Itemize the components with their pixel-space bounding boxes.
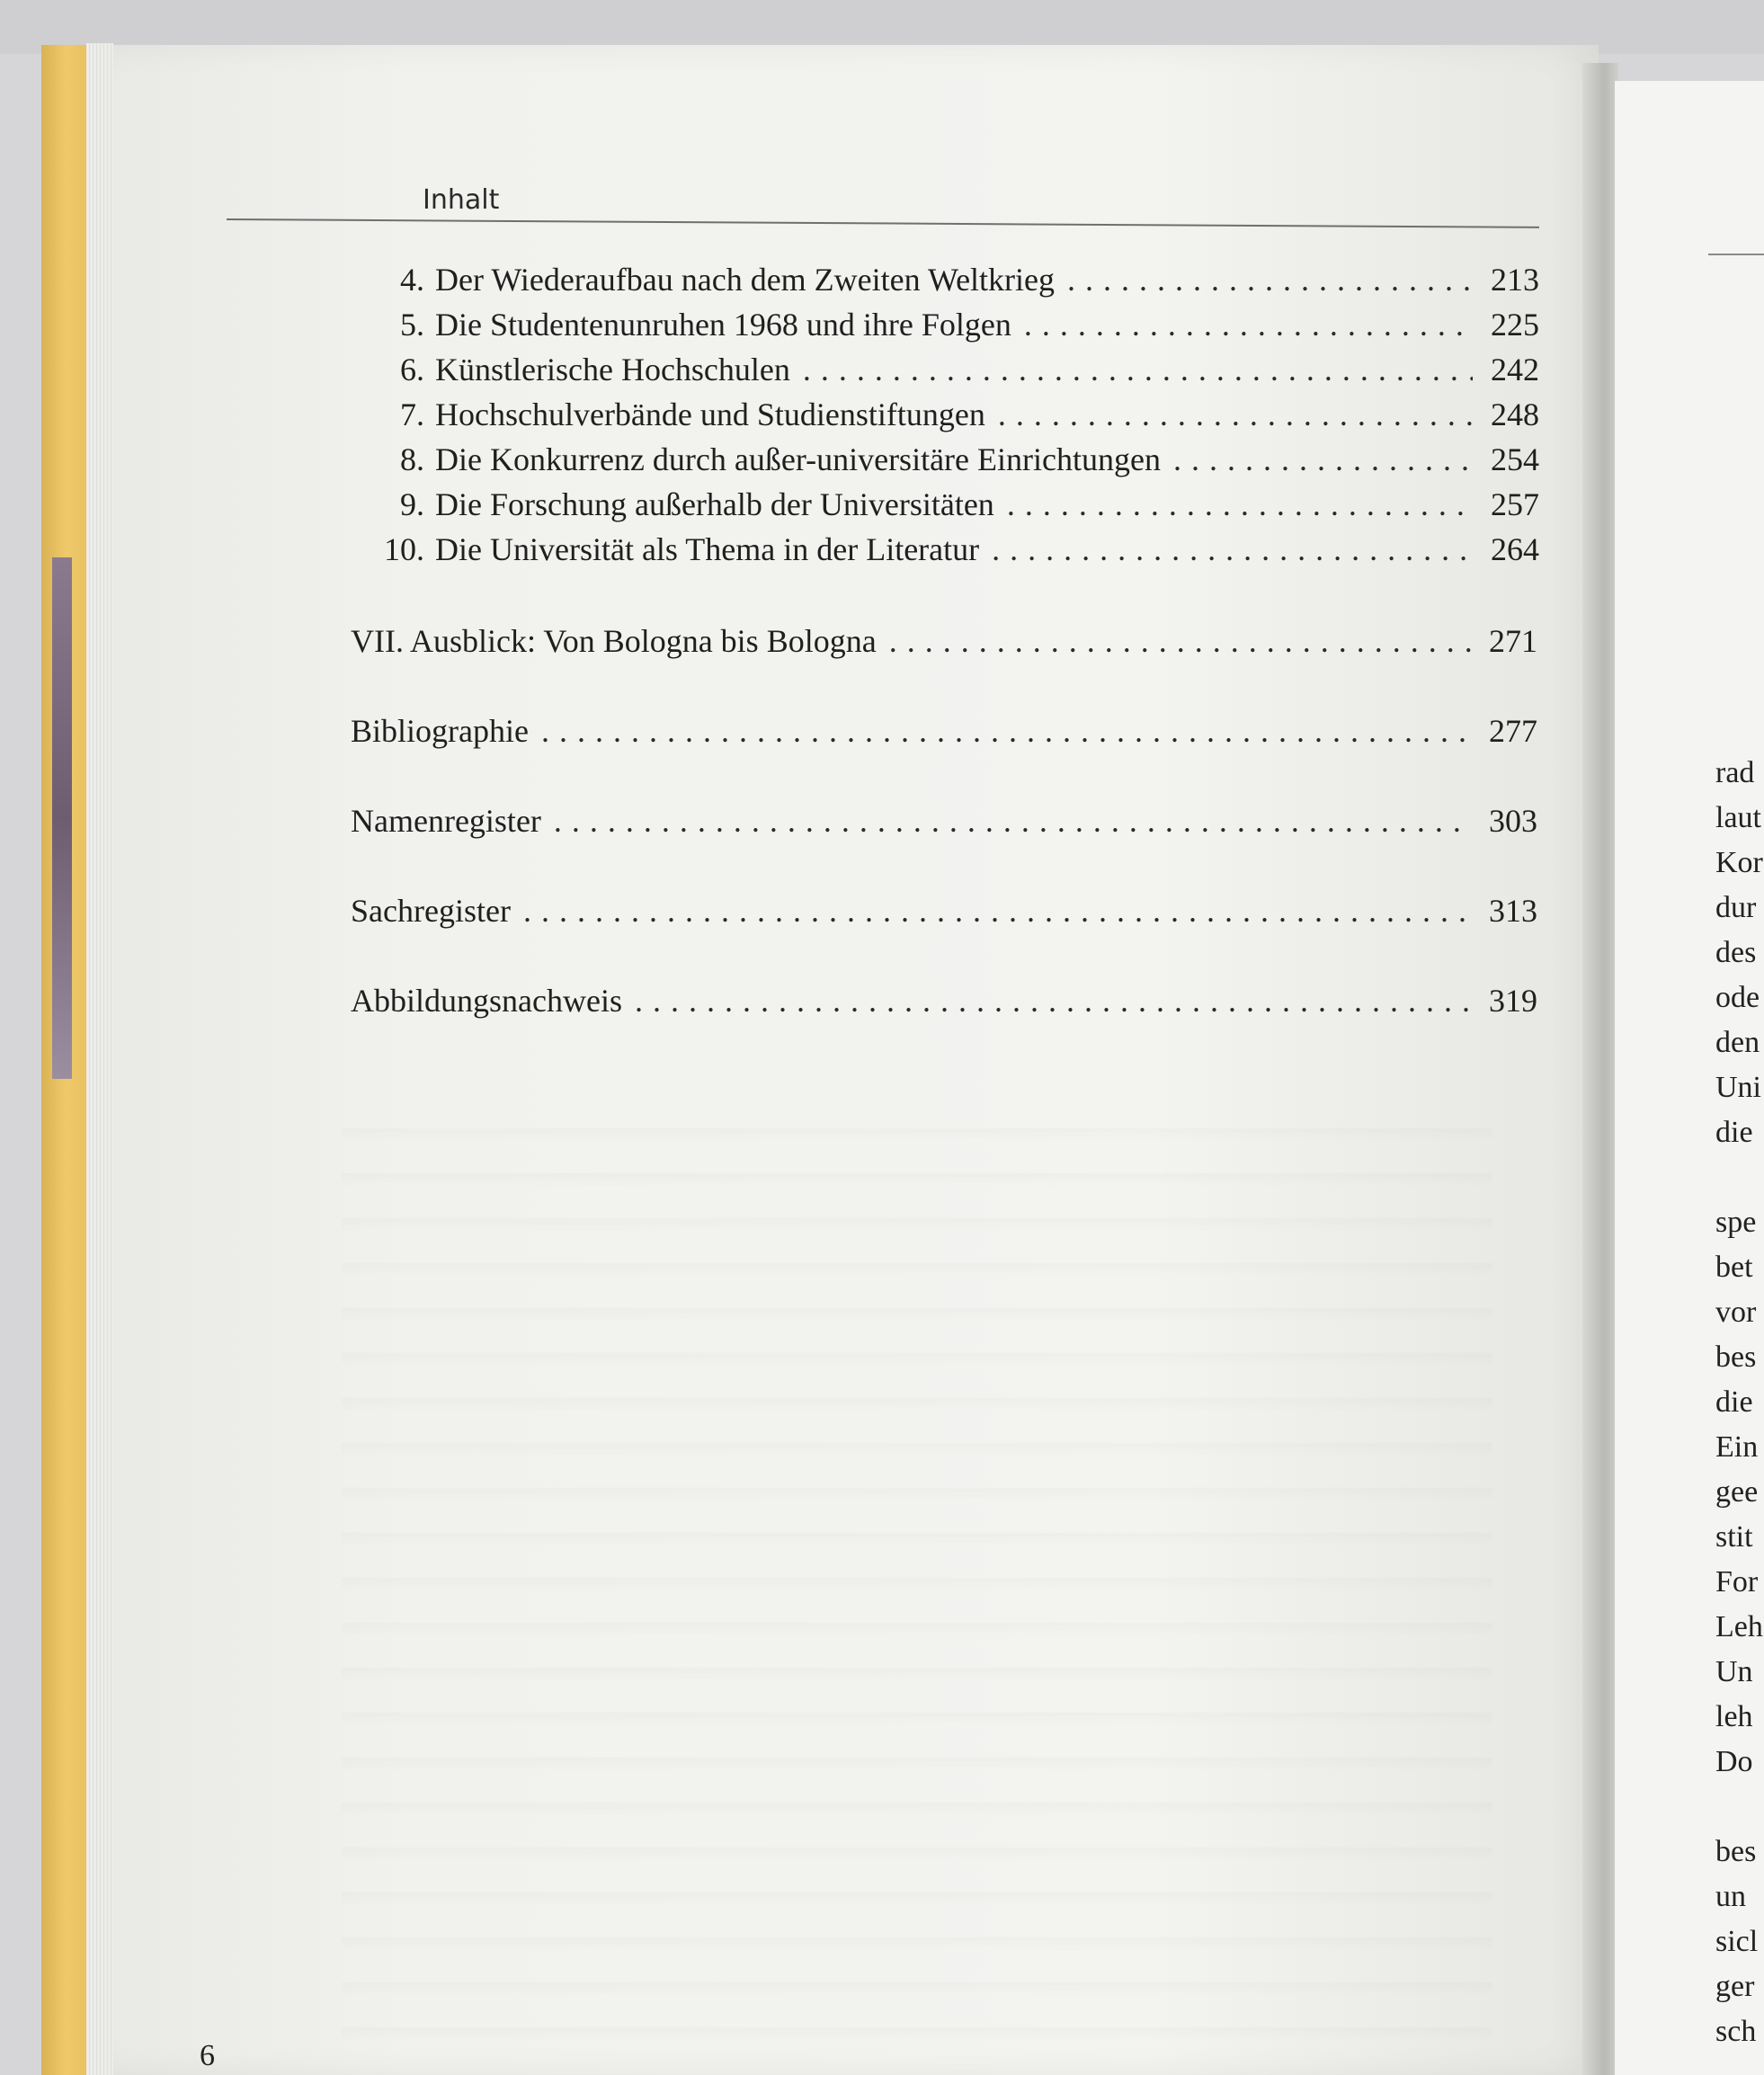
toc-dot-leader: [992, 530, 1473, 568]
toc-entry-title: VII. Ausblick: Von Bologna bis Bologna: [351, 623, 877, 659]
toc-entry-page: 242: [1491, 352, 1539, 387]
right-page-word: rad: [1715, 756, 1755, 789]
right-page-word: Do: [1715, 1745, 1753, 1778]
right-page-word: Un: [1715, 1655, 1753, 1688]
toc-entry-page: 271: [1489, 623, 1537, 659]
toc-entry-number: 7.: [400, 396, 424, 432]
toc-entry-title: Hochschulverbände und Studienstiftungen: [435, 396, 985, 432]
toc-entry-number: 5.: [400, 307, 424, 343]
toc-entry-number: 4.: [400, 262, 424, 298]
right-page-word: des: [1715, 936, 1757, 969]
toc-entry-page: 277: [1489, 713, 1537, 749]
right-page-word: ger: [1715, 1970, 1755, 2003]
right-page-word: den: [1715, 1026, 1760, 1059]
right-page-word: sicl: [1715, 1925, 1759, 1958]
toc-entry-page: 313: [1489, 893, 1537, 929]
toc-entry-title: Bibliographie: [351, 713, 529, 749]
toc-dot-leader: [998, 396, 1473, 433]
right-page-word: spe: [1715, 1206, 1757, 1239]
toc-dot-leader: [1173, 441, 1473, 478]
toc-entry: [351, 802, 1537, 842]
toc-dot-leader: [1067, 261, 1473, 298]
toc-entry: [351, 712, 1537, 752]
toc-dot-leader: [803, 351, 1473, 388]
toc-entry-number: 8.: [400, 441, 424, 477]
right-page-word: gee: [1715, 1475, 1759, 1509]
toc-entry: [351, 892, 1537, 931]
toc-entry-number: 6.: [400, 352, 424, 387]
toc-entry-page: 319: [1489, 983, 1537, 1019]
right-page-word: laut: [1715, 801, 1761, 834]
toc-dot-leader: [1024, 306, 1473, 343]
toc-dot-leader: [554, 802, 1471, 840]
right-page-word: For: [1715, 1565, 1759, 1599]
toc-entry-title: Die Konkurrenz durch außer-universitäre Einrichtungen: [435, 441, 1161, 477]
toc-entry-title: Künstlerische Hochschulen: [435, 352, 790, 387]
right-page-word: sch: [1715, 2015, 1757, 2048]
toc-entry-page: 254: [1491, 441, 1539, 477]
running-header: Inhalt: [423, 184, 500, 216]
right-page-word: bes: [1715, 1340, 1757, 1374]
right-page-word: vor: [1715, 1296, 1757, 1329]
page-number: 6: [200, 2039, 215, 2072]
toc-dot-leader: [635, 982, 1471, 1020]
toc-dot-leader: [1007, 485, 1473, 523]
toc-entry: [381, 485, 1539, 525]
right-page-word: leh: [1715, 1700, 1753, 1733]
toc-entry: [381, 306, 1539, 345]
right-page-word: bes: [1715, 1835, 1757, 1868]
toc-entry-title: Abbildungsnachweis: [351, 983, 622, 1019]
toc-entry-title: Die Studentenunruhen 1968 und ihre Folgen: [435, 307, 1011, 343]
toc-entry-page: 264: [1491, 531, 1539, 567]
toc-entry-page: 257: [1491, 486, 1539, 522]
toc-entry-page: 248: [1491, 396, 1539, 432]
right-page-word: dur: [1715, 891, 1757, 924]
toc-entry: [381, 396, 1539, 435]
right-page-word: [1715, 1155, 1764, 1200]
toc-entry-title: Namenregister: [351, 803, 541, 839]
toc-entry-title: Die Universität als Thema in der Literatur: [435, 531, 980, 567]
toc-entry: [381, 261, 1539, 300]
toc-entry-number: 10.: [384, 531, 424, 567]
right-page-word: stit: [1715, 1520, 1753, 1554]
toc-entry-title: Die Forschung außerhalb der Universitäten: [435, 486, 994, 522]
right-page-word: Ein: [1715, 1430, 1759, 1464]
toc-entry: [351, 622, 1537, 662]
toc-entry: [381, 530, 1539, 570]
toc-entry-title: Sachregister: [351, 893, 511, 929]
toc-dot-leader: [523, 892, 1471, 930]
right-page-word: Kor: [1715, 846, 1763, 879]
toc-entry-number: 9.: [400, 486, 424, 522]
right-page-word: [1715, 1785, 1764, 1830]
toc-dot-leader: [889, 622, 1471, 660]
right-page-word: bet: [1715, 1251, 1753, 1284]
right-page-word: un: [1715, 1880, 1746, 1913]
toc-entry-page: 225: [1491, 307, 1539, 343]
right-page-word: Uni: [1715, 1071, 1761, 1104]
toc-entry-title: Der Wiederaufbau nach dem Zweiten Weltkrieg: [435, 262, 1056, 298]
toc-entry: [381, 351, 1539, 390]
right-page-word: ode: [1715, 981, 1760, 1014]
toc-entry-page: 303: [1489, 803, 1537, 839]
toc-dot-leader: [541, 712, 1471, 750]
right-page-word: die: [1715, 1385, 1753, 1419]
toc-entry-page: 213: [1491, 262, 1539, 298]
toc-entry: [351, 982, 1537, 1021]
toc-entry: [381, 441, 1539, 480]
right-page-word: die: [1715, 1116, 1753, 1149]
right-page-word: Leh: [1715, 1610, 1763, 1643]
right-page-text: [1715, 751, 1764, 2054]
